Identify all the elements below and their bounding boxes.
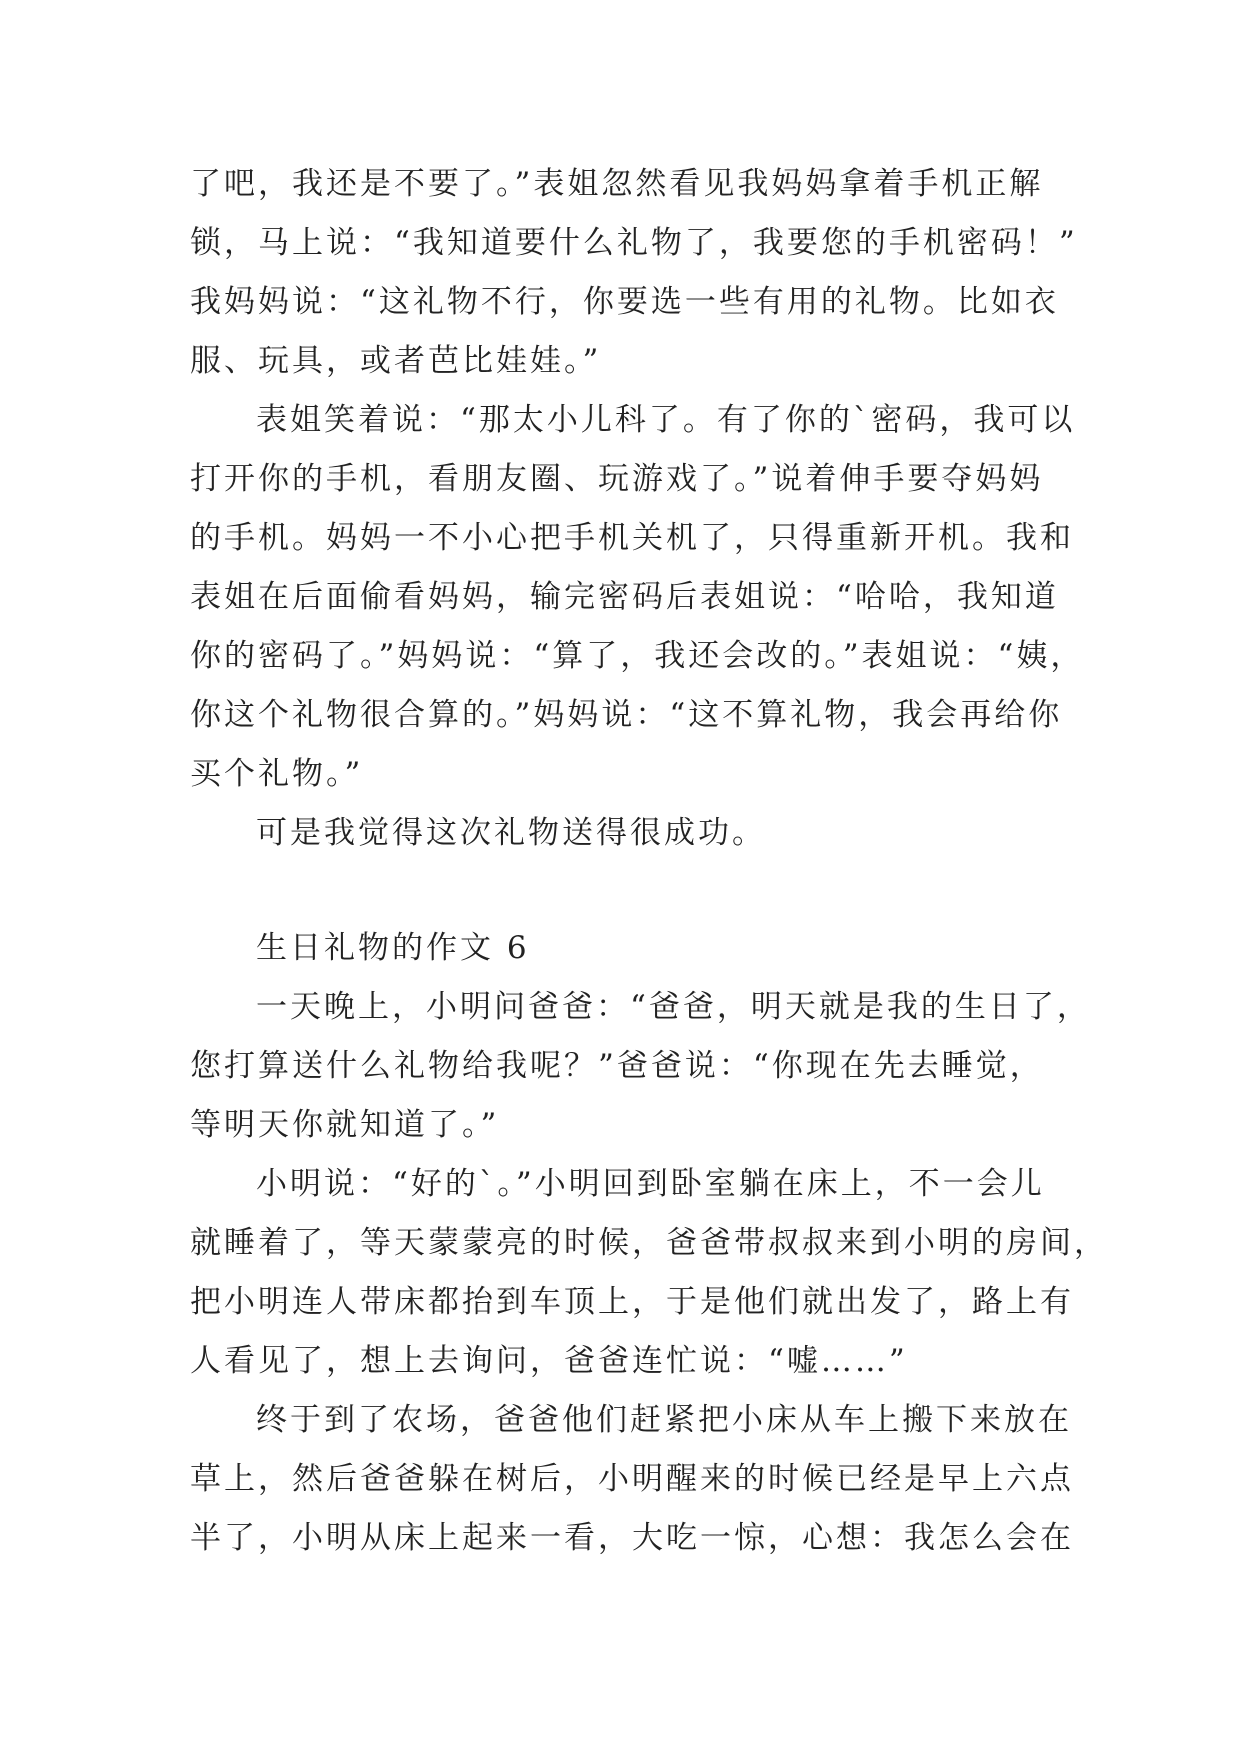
text-line: 您打算送什么礼物给我呢？”爸爸说：“你现在先去睡觉， [190,1048,1044,1084]
text-line: 服、玩具，或者芭比娃娃。” [190,343,602,379]
text-line: 你这个礼物很合算的。”妈妈说：“这不算礼物，我会再给你 [190,697,1063,733]
text-line: 我妈妈说：“这礼物不行，你要选一些有用的礼物。比如衣 [190,284,1059,320]
text-line: 表姐笑着说：“那太小儿科了。有了你的`密码，我可以 [256,402,1076,438]
text-line: 半了，小明从床上起来一看，大吃一惊，心想：我怎么会在 [190,1520,1074,1556]
text-line: 人看见了，想上去询问，爸爸连忙说：“嘘……” [190,1343,908,1379]
text-line: 买个礼物。” [190,756,364,792]
text-line: 的手机。妈妈一不小心把手机关机了，只得重新开机。我和 [190,520,1074,556]
text-line: 一天晚上，小明问爸爸：“爸爸，明天就是我的生日了， [256,989,1091,1025]
text-line: 锁，马上说：“我知道要什么礼物了，我要您的手机密码！” [190,225,1078,261]
text-line: 可是我觉得这次礼物送得很成功。 [256,815,766,851]
text-line: 终于到了农场，爸爸他们赶紧把小床从车上搬下来放在 [256,1402,1072,1438]
text-line: 小明说：“好的`。”小明回到卧室躺在床上，不一会儿 [256,1166,1045,1202]
text-line: 打开你的手机，看朋友圈、玩游戏了。”说着伸手要夺妈妈 [190,461,1044,497]
text-line: 草上，然后爸爸躲在树后，小明醒来的时候已经是早上六点 [190,1461,1074,1497]
text-line: 表姐在后面偷看妈妈，输完密码后表姐说：“哈哈，我知道 [190,579,1059,615]
section-title: 生日礼物的作文 6 [256,930,530,966]
document-body [190,155,1108,1568]
text-line: 了吧，我还是不要了。”表姐忽然看见我妈妈拿着手机正解 [190,166,1044,202]
text-line: 你的密码了。”妈妈说：“算了，我还会改的。”表姐说：“姨， [190,638,1085,674]
text-line: 等明天你就知道了。” [190,1107,500,1143]
text-line: 就睡着了，等天蒙蒙亮的时候，爸爸带叔叔来到小明的房间， [190,1225,1108,1261]
text-line: 把小明连人带床都抬到车顶上，于是他们就出发了，路上有 [190,1284,1074,1320]
paragraph-gap [190,863,1060,919]
